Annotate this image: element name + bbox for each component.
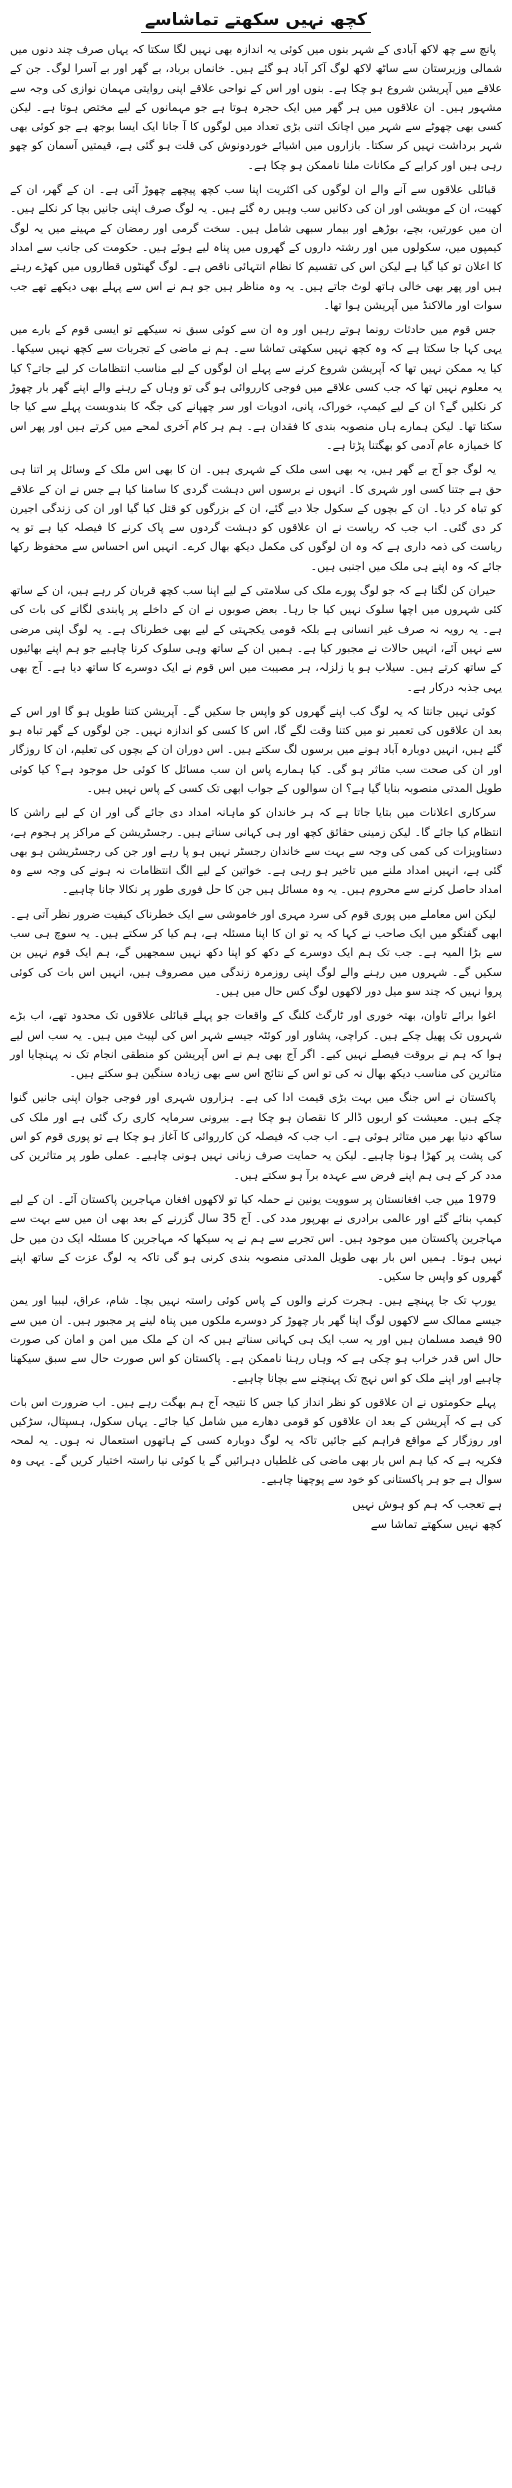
paragraph: 1979 میں جب افغانستان پر سوویت یونین نے حملہ کیا تو لاکھوں افغان مہاجرین پاکستان آئے۔ ان کے لیے کیمپ بنائے گئے اور عالمی برادری نے بھرپور مدد کی۔ آج 35 سال گزرنے کے بعد بھی ان میں سے بہت سے مہاجرین پاکستان میں موجود ہیں۔ اس تجربے سے ہم نے یہ سیکھا کہ مہاجرین کا مسئلہ ایک دن میں حل نہیں ہوتا۔ ہمیں اس بار بھی طویل المدتی منصوبہ بندی کرنی ہو گی تاکہ یہ لوگ عزت کے ساتھ اپنے گھروں کو واپس جا سکیں۔ [10,1192,502,1284]
paragraph: جس قوم میں حادثات رونما ہوتے رہیں اور وہ ان سے کوئی سبق نہ سیکھے تو ایسی قوم کے بارے میں یہی کہا جا سکتا ہے کہ وہ کچھ نہیں سکھتی تماشا سے۔ ہم نے ماضی کے تجربات سے کچھ نہیں سیکھا۔ کیا یہ ممکن نہیں تھا کہ آپریشن شروع کرنے سے پہلے ان لوگوں کے لیے مناسب انتظامات کر لیے جاتے؟ کیا یہ معلوم نہیں تھا کہ جب کسی علاقے میں فوجی کارروائی ہو گی تو وہاں کے رہنے والے اپنے گھر بار چھوڑ کر نکلیں گے؟ ان کے لیے کیمپ، خوراک، پانی، ادویات اور سر چھپانے کی جگہ کا بندوبست پہلے سے کیا جا سکتا تھا۔ لیکن ہمارے ہاں منصوبہ بندی کا فقدان ہے۔ ہم ہر کام آخری لمحے میں کرتے ہیں اور پھر اس کا خمیازہ عام آدمی کو بھگتنا پڑتا ہے۔ [10,323,502,452]
column-body [10,40,502,1489]
paragraph: اغوا برائے تاوان، بھتہ خوری اور ٹارگٹ کلنگ کے واقعات جو پہلے قبائلی علاقوں تک محدود تھے، اب بڑے شہروں تک پھیل چکے ہیں۔ کراچی، پشاور اور کوئٹہ جیسے شہر اس کی لپیٹ میں ہیں۔ یہ سب اس لیے ہوا کہ ہم نے بروقت فیصلے نہیں کیے۔ اگر آج بھی ہم نے اس آپریشن کو منطقی انجام تک نہ پہنچایا اور متاثرین کی مناسب دیکھ بھال نہ کی تو اس کے نتائج اس سے بھی زیادہ سنگین ہو سکتے ہیں۔ [10,1009,502,1081]
paragraph: یہ لوگ جو آج بے گھر ہیں، یہ بھی اسی ملک کے شہری ہیں۔ ان کا بھی اس ملک کے وسائل پر اتنا ہی حق ہے جتنا کسی اور شہری کا۔ انہوں نے برسوں اس دہشت گردی کا سامنا کیا ہے جس نے ان کے علاقے کو تباہ کر دیا۔ ان کے بچوں کے سکول جلا دیے گئے، ان کے بزرگوں کو قتل کیا گیا اور ان کی زندگی اجیرن کر دی گئی۔ اب جب کہ ریاست نے ان علاقوں کو دہشت گردوں سے پاک کرنے کا فیصلہ کیا ہے تو یہ ریاست کی ذمہ داری ہے کہ وہ ان لوگوں کی مکمل دیکھ بھال کرے۔ انہیں اس احساس سے محفوظ رکھا جائے کہ وہ اپنے ہی ملک میں اجنبی ہیں۔ [10,463,502,573]
paragraph: یورپ تک جا پہنچے ہیں۔ ہجرت کرنے والوں کے پاس کوئی راستہ نہیں بچا۔ شام، عراق، لیبیا اور یمن جیسے ممالک سے لاکھوں لوگ اپنا گھر بار چھوڑ کر دوسرے ملکوں میں پناہ لینے پر مجبور ہیں۔ ان میں سے 90 فیصد مسلمان ہیں اور یہ سب ایک ہی کہانی سناتے ہیں کہ ان کے ملک میں امن و امان کی صورت حال اس قدر خراب ہو چکی ہے کہ وہاں رہنا ناممکن ہے۔ پاکستان کو اس صورت حال سے سبق سیکھنا چاہیے اور اپنے ملک کو اس نہج تک پہنچنے سے بچانا چاہیے۔ [10,1294,502,1385]
paragraph: پاکستان نے اس جنگ میں بہت بڑی قیمت ادا کی ہے۔ ہزاروں شہری اور فوجی جوان اپنی جانیں گنوا چکے ہیں۔ معیشت کو اربوں ڈالر کا نقصان ہو چکا ہے۔ بیرونی سرمایہ کاری رک گئی ہے اور ملک کی ساکھ دنیا بھر میں متاثر ہوئی ہے۔ اب جب کہ فیصلہ کن کارروائی کا آغاز ہو چکا ہے تو پوری قوم کو اس کی پشت پر کھڑا ہونا چاہیے۔ لیکن یہ حمایت صرف زبانی نہیں ہونی چاہیے۔ عملی طور پر متاثرین کی مدد کر کے ہی ہم اپنے فرض سے عہدہ برآ ہو سکتے ہیں۔ [10,1091,502,1182]
closing-verse [10,1494,502,1534]
closing-line: کچھ نہیں سکھتے تماشا سے [370,1517,502,1532]
paragraph: قبائلی علاقوں سے آنے والے ان لوگوں کی اکثریت اپنا سب کچھ پیچھے چھوڑ آئی ہے۔ ان کے گھر، ان کے کھیت، ان کے مویشی اور ان کی دکانیں سب وہیں رہ گئے ہیں۔ یہ لوگ صرف اپنی جانیں بچا کر نکلے ہیں۔ ان میں عورتیں، بچے، بوڑھے اور بیمار سبھی شامل ہیں۔ سخت گرمی اور رمضان کے مہینے میں یہ لوگ کیمپوں میں، سکولوں میں اور رشتہ داروں کے گھروں میں پناہ لیے ہوئے ہیں۔ حکومت کی جانب سے امداد کا اعلان تو کیا گیا ہے لیکن اس کی تقسیم کا نظام انتہائی ناقص ہے۔ لوگ گھنٹوں قطاروں میں کھڑے رہتے ہیں اور پھر بھی خالی ہاتھ لوٹ جاتے ہیں۔ یہ وہ مناظر ہیں جو ہم نے اس سے پہلے بھی دیکھے تھے جب سوات اور مالاکنڈ میں آپریشن ہوا تھا۔ [10,183,502,312]
paragraph: پانچ سے چھ لاکھ آبادی کے شہر بنوں میں کوئی یہ اندازہ بھی نہیں لگا سکتا کہ یہاں صرف چند دنوں میں شمالی وزیرستان سے ساٹھ لاکھ لوگ آکر آباد ہو گئے ہیں۔ خانماں برباد، بے گھر اور بے آسرا لوگ۔ جن کے علاقے میں آپریشن شروع ہو چکا ہے۔ بنوں اور اس کے نواحی علاقے اپنی روایتی مہمان نوازی کی وجہ سے مشہور ہیں۔ ان علاقوں میں ہر گھر میں ایک حجرہ ہوتا ہے جو مہمانوں کے لیے مختص ہوتا ہے۔ لیکن کسی بھی چھوٹے سے شہر میں اچانک اتنی بڑی تعداد میں لوگوں کا آ جانا ایک ایسا بوجھ ہے جو کوئی بھی شہر برداشت نہیں کر سکتا۔ بازاروں میں اشیائے خوردونوش کی قلت ہو گئی ہے، قیمتیں آسمان کو چھو رہی ہیں اور کرایے کے مکانات ملنا ناممکن ہو چکا ہے۔ [10,43,502,172]
closing-line: ہے تعجب کہ ہم کو ہوش نہیں [352,1497,502,1512]
paragraph: کوئی نہیں جانتا کہ یہ لوگ کب اپنے گھروں کو واپس جا سکیں گے۔ آپریشن کتنا طویل ہو گا اور اس کے بعد ان علاقوں کی تعمیر نو میں کتنا وقت لگے گا، اس کا کسی کو اندازہ نہیں۔ جن لوگوں کے گھر تباہ ہو گئے ہیں، انہیں دوبارہ آباد ہونے میں برسوں لگ سکتے ہیں۔ اس دوران ان کے بچوں کی تعلیم، ان کا روزگار اور ان کی صحت سب متاثر ہو گی۔ کیا ہمارے پاس ان سب مسائل کا کوئی حل موجود ہے؟ کیا کوئی طویل المدتی منصوبہ بنایا گیا ہے؟ ان سوالوں کے جواب ابھی تک کسی کے پاس نہیں ہیں۔ [10,704,502,795]
headline-text: کچھ نہیں سکھتے تماشاسے [141,10,371,33]
paragraph: پہلے حکومتوں نے ان علاقوں کو نظر انداز کیا جس کا نتیجہ آج ہم بھگت رہے ہیں۔ اب ضرورت اس بات کی ہے کہ آپریشن کے بعد ان علاقوں کو قومی دھارے میں شامل کیا جائے۔ یہاں سکول، ہسپتال، سڑکیں اور روزگار کے مواقع فراہم کیے جائیں تاکہ یہ لوگ دوبارہ کسی کے ہاتھوں استعمال نہ ہوں۔ یہ لمحہ فکریہ ہے کہ کیا ہم اس بار بھی ماضی کی غلطیاں دہرائیں گے یا کوئی نیا راستہ اختیار کریں گے۔ یہی وہ سوال ہے جو ہر پاکستانی کو خود سے پوچھنا چاہیے۔ [10,1395,502,1487]
paragraph: حیران کن لگتا ہے کہ جو لوگ پورے ملک کی سلامتی کے لیے اپنا سب کچھ قربان کر رہے ہیں، ان کے ساتھ کئی شہروں میں اچھا سلوک نہیں کیا جا رہا۔ بعض صوبوں نے ان کے داخلے پر پابندی لگانے کی بات کی ہے۔ یہ رویہ نہ صرف غیر انسانی ہے بلکہ قومی یکجہتی کے لیے بھی خطرناک ہے۔ یہ لوگ اپنی مرضی سے نہیں آئے، انہیں حالات نے مجبور کیا ہے۔ ہمیں ان کے ساتھ وہی سلوک کرنا چاہیے جو ہم اپنے بھائیوں کے ساتھ کرتے ہیں۔ سیلاب ہو یا زلزلہ، ہر مصیبت میں اس قوم نے ایک دوسرے کا ساتھ دیا ہے۔ آج بھی یہی جذبہ درکار ہے۔ [10,584,502,694]
paragraph: سرکاری اعلانات میں بتایا جاتا ہے کہ ہر خاندان کو ماہانہ امداد دی جائے گی اور ان کے لیے راشن کا انتظام کیا جائے گا۔ لیکن زمینی حقائق کچھ اور ہی کہانی سناتے ہیں۔ رجسٹریشن کے مراکز پر ہجوم ہے، دستاویزات کی کمی کی وجہ سے بہت سے خاندان رجسٹر نہیں ہو پا رہے اور جن کی رجسٹریشن ہو بھی گئی ہے، انہیں امداد ملنے میں تاخیر ہو رہی ہے۔ خواتین کے لیے الگ انتظامات نہ ہونے کی وجہ سے وہ امداد حاصل کرنے سے محروم ہیں۔ یہ وہ مسائل ہیں جن کا حل فوری طور پر نکالا جانا چاہیے۔ [10,806,502,897]
column-headline [10,8,502,32]
paragraph: لیکن اس معاملے میں پوری قوم کی سرد مہری اور خاموشی سے ایک خطرناک کیفیت ضرور نظر آتی ہے۔ ابھی گفتگو میں ایک صاحب نے کہا کہ یہ تو ان کا اپنا مسئلہ ہے، ہم کیا کر سکتے ہیں۔ یہ سوچ ہی سب سے بڑا المیہ ہے۔ جب تک ہم ایک دوسرے کے دکھ کو اپنا دکھ نہیں سمجھیں گے، ہم ایک قوم نہیں بن سکیں گے۔ شہروں میں رہنے والے لوگ اپنی روزمرہ زندگی میں مصروف ہیں، انہیں اس بات کی کوئی پروا نہیں کہ چند سو میل دور لاکھوں لوگ کس حال میں ہیں۔ [10,907,502,998]
